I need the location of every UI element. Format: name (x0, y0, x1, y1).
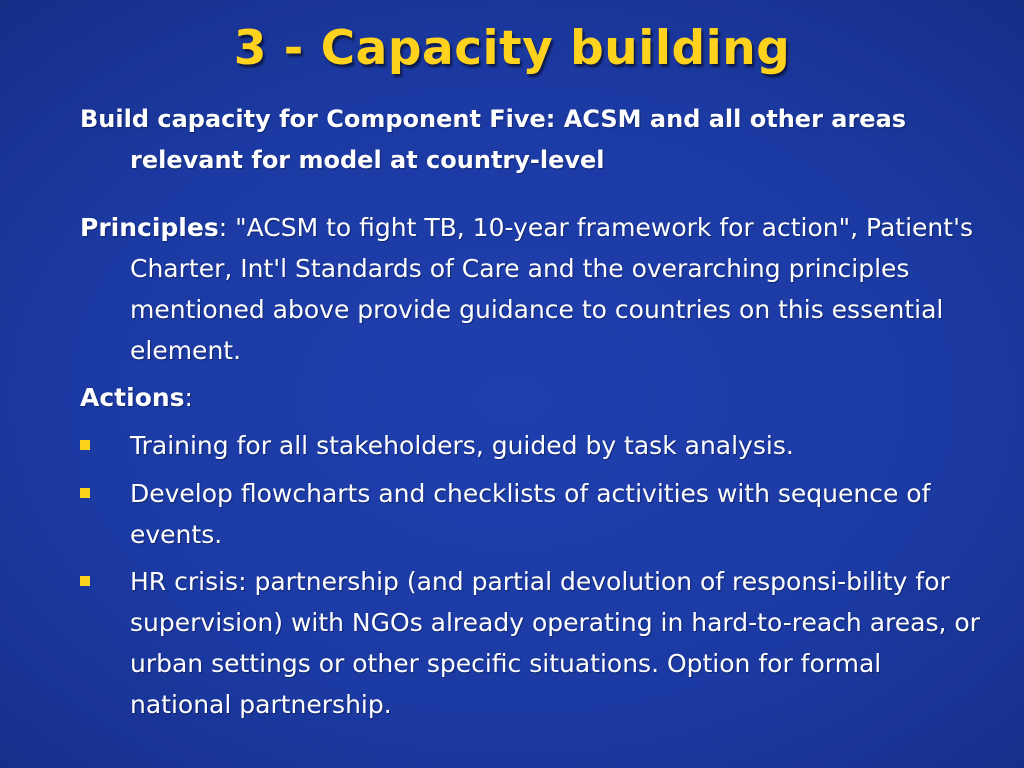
square-bullet-icon (80, 440, 90, 450)
principles-text: "ACSM to fight TB, 10-year framework for action", Patient's Charter, Int'l Standards of Care and the overarching principles mentioned above provide guidance to countries on this essential element. (130, 213, 973, 365)
principles-paragraph (80, 207, 980, 371)
bullet-item (80, 473, 980, 555)
heading-paragraph: Build capacity for Component Five: ACSM and all other areas relevant for model at country-level (80, 105, 907, 174)
bullet-item (80, 561, 980, 725)
bullet-item (80, 425, 980, 466)
bullet-text: Develop flowcharts and checklists of activities with sequence of events. (130, 479, 931, 549)
actions-label: Actions (80, 383, 185, 412)
actions-heading (80, 377, 980, 418)
principles-separator: : (218, 213, 236, 242)
principles-label: Principles (80, 213, 219, 242)
actions-separator: : (184, 383, 193, 412)
bullet-text: Training for all stakeholders, guided by task analysis. (130, 431, 794, 460)
bullet-text: HR crisis: partnership (and partial devolution of responsi-bility for supervision) with NGOs already operating in hard-to-reach areas, or urban settings or other specific situations. Option for formal national partnership. (130, 567, 980, 719)
square-bullet-icon (80, 576, 90, 586)
square-bullet-icon (80, 488, 90, 498)
slide-title: 3 - Capacity building (233, 21, 791, 76)
